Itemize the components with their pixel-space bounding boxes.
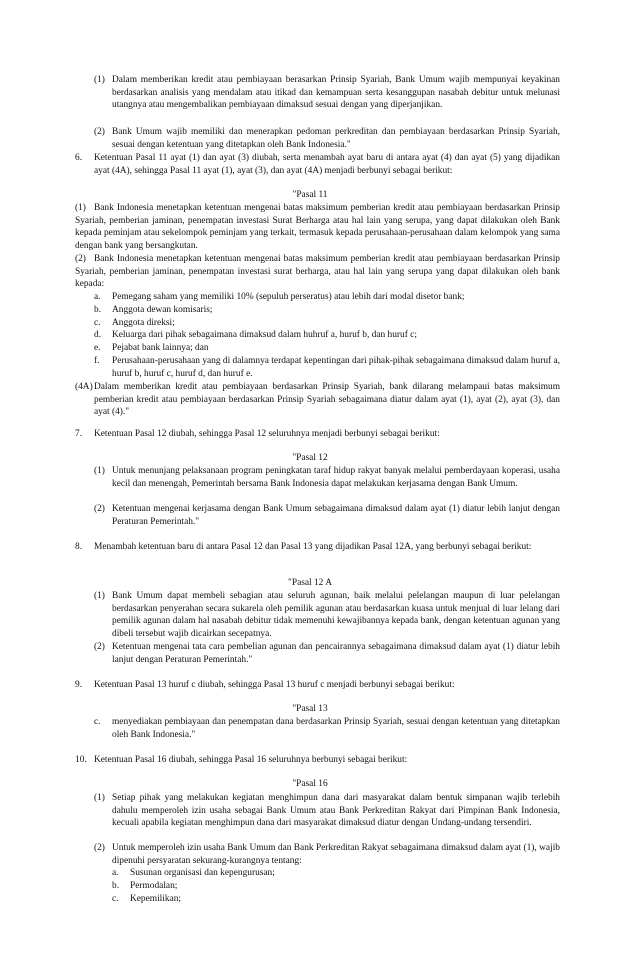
section-title: "Pasal 12 A — [288, 578, 332, 588]
item-number: (1) — [94, 591, 105, 601]
paragraph-text: Pemegang saham yang memiliki 10% (sepuluh perseratus) atau lebih dari modal disetor bank; — [112, 292, 465, 302]
paragraph-text: Ketentuan mengenai tata cara pembelian agunan dan pencairannya sebagaimana dimaksud dalam ayat (1) diatur lebih lanjut dengan Peraturan Pemerintah." — [112, 642, 560, 665]
item-number: (1) — [75, 203, 86, 213]
paragraph-text: Keluarga dari pihak sebagaimana dimaksud dalam huhruf a, huruf b, dan huruf c; — [112, 330, 417, 340]
section-title: "Pasal 11 — [292, 190, 328, 200]
section-title: "Pasal 13 — [292, 704, 328, 714]
item-number: a. — [112, 868, 119, 878]
paragraph-text: Permodalan; — [130, 881, 178, 891]
item-number: b. — [94, 305, 102, 315]
item-number: (1) — [94, 75, 105, 85]
paragraph-text: Kepemilikan; — [130, 894, 182, 904]
item-number: (4A) — [75, 382, 93, 392]
paragraph-text: Bank Umum wajib memiliki dan menerapkan pedoman perkreditan dan pembiayaan berdasarkan Prinsip Syariah, sesuai dengan ketentuan yang ditetapkan oleh Bank Indonesia." — [112, 127, 560, 150]
item-number: 8. — [75, 542, 83, 552]
paragraph-text: Bank Umum dapat membeli sebagian atau seluruh agunan, baik melalui pelelangan maupun di luar pelelangan berdasarkan penyerahan secara sukarela oleh pemilik agunan atau berdasarkan kuasa untuk menjual di luar lelang dari pemilik agunan dalam hal nasabah debitur tidak memenuhi kewajibannya kepada bank, dengan ketentuan agunan yang dibeli tersebut wajib dicairkan secepatnya. — [112, 591, 560, 639]
paragraph-text: Anggota direksi; — [112, 318, 175, 328]
item-number: (2) — [94, 504, 105, 514]
paragraph-text: Untuk memperoleh izin usaha Bank Umum dan Bank Perkreditan Rakyat sebagaimana dimaksud dalam ayat (1), wajib dipenuhi persyaratan sekurang-kurangnya tentang: — [112, 843, 560, 866]
item-number: c. — [112, 894, 119, 904]
section-title: "Pasal 12 — [292, 453, 328, 463]
item-number: 9. — [75, 680, 83, 690]
paragraph-text: Setiap pihak yang melakukan kegiatan menghimpun dana dari masyarakat dalam bentuk simpanan wajib terlebih dahulu memperoleh izin usaha sebagai Bank Umum atau Bank Perkreditan Rakyat dari Pimpinan Bank Indonesia, kecuali apabila kegiatan menghimpun dana dari masyarakat dimaksud diatur dengan Undang-undang tersendiri. — [112, 793, 560, 829]
item-number: a. — [94, 292, 101, 302]
paragraph-text: Dalam memberikan kredit atau pembiayaan berasarkan Prinsip Syariah, Bank Umum wajib mempunyai keyakinan berdasarkan analisis yang mendalam atau itikad dan kemampuan serta kesanggupan nasabah debitur untuk melunasi utangnya atau mengembalikan pembiayaan dimaksud sesuai dengan yang diperjanjikan. — [112, 75, 560, 111]
paragraph-text: Perusahaan-perusahaan yang di dalamnya terdapat kepentingan dari pihak-pihak sebagaimana dimaksud dalam huruf a, huruf b, huruf c, huruf d, dan huruf e. — [112, 356, 561, 379]
item-number: 7. — [75, 429, 83, 439]
item-number: 6. — [75, 153, 83, 163]
paragraph-text: Anggota dewan komisaris; — [112, 305, 213, 315]
paragraph-text: menyediakan pembiayaan dan penempatan dana berdasarkan Prinsip Syariah, sesuai dengan ketentuan yang ditetapkan oleh Bank Indonesia." — [112, 717, 560, 740]
item-number: e. — [94, 343, 101, 353]
item-number: (1) — [94, 793, 105, 803]
paragraph-text: Ketentuan Pasal 12 diubah, sehingga Pasal 12 seluruhnya menjadi berbunyi sebagai berikut: — [94, 429, 440, 439]
item-number: c. — [94, 717, 101, 727]
item-number: (2) — [94, 843, 105, 853]
paragraph-text: Dalam memberikan kredit atau pembiayaan berdasarkan Prinsip Syariah, bank dilarang melampaui batas maksimum pemberian kredit atau pembiayaan berdasarkan Prinsip Syariah sebagaimana diatur dalam ayat (1), ayat (2), ayat (3), dan ayat (4)." — [94, 382, 560, 418]
paragraph-text: Ketentuan Pasal 11 ayat (1) dan ayat (3) diubah, serta menambah ayat baru di antara ayat (4) dan ayat (5) yang dijadikan ayat (4A), sehingga Pasal 11 ayat (1), ayat (3), dan ayat (4A) menjadi berbunyi sebagai berikut: — [94, 153, 560, 176]
item-number: (2) — [75, 254, 86, 264]
paragraph-text: Ketentuan Pasal 13 huruf c diubah, sehingga Pasal 13 huruf c menjadi berbunyi sebagai berikut: — [94, 680, 455, 690]
item-number: b. — [112, 881, 120, 891]
item-number: f. — [94, 356, 100, 366]
paragraph-text: Susunan organisasi dan kepengurusan; — [130, 868, 275, 878]
item-number: (1) — [94, 466, 105, 476]
paragraph-text: Bank Indonesia menetapkan ketentuan mengenai batas maksimum pemberian kredit atau pembiayaan berdasarkan Prinsip Syariah, pemberian jaminan, penempatan investasi surat berharga, atau hal lain yang serupa yang dapat dilakukan oleh bank kepada: — [75, 254, 560, 290]
paragraph-text: Ketentuan Pasal 16 diubah, sehingga Pasal 16 seluruhnya berbunyi sebagai berikut: — [94, 755, 408, 765]
section-title: "Pasal 16 — [292, 779, 328, 789]
item-number: c. — [94, 318, 101, 328]
paragraph-text: Ketentuan mengenai kerjasama dengan Bank Umum sebagaimana dimaksud dalam ayat (1) diatur lebih lanjut dengan Peraturan Pemerintah." — [112, 504, 560, 527]
item-number: 10. — [75, 755, 87, 765]
item-number: (2) — [94, 127, 105, 137]
paragraph-text: Bank Indonesia menetapkan ketentuan mengenai batas maksimum pemberian kredit atau pembiayaan berdasarkan Prinsip Syariah, pemberian jaminan, penempatan investasi Surat Berharga atau hal lain yang serupa, yang dapat dilakukan oleh Bank kepada peminjam atau sekelompok peminjam yang terkait, termasuk kepada perusahaan-perusahaan dalam kelompok yang sama dengan bank yang bersangkutan. — [75, 203, 560, 251]
paragraph-text: Pejabat bank lainnya; dan — [112, 343, 209, 353]
item-number: (2) — [94, 642, 105, 652]
item-number: d. — [94, 330, 102, 340]
paragraph-text: Menambah ketentuan baru di antara Pasal 12 dan Pasal 13 yang dijadikan Pasal 12A, yang berbunyi sebagai berikut: — [94, 542, 532, 552]
paragraph-text: Untuk menunjang pelaksanaan program peningkatan taraf hidup rakyat banyak melalui pemberdayaan koperasi, usaha kecil dan menengah, Pemerintah bersama Bank Indonesia dapat melakukan kerjasama dengan Bank Umum. — [112, 466, 560, 489]
